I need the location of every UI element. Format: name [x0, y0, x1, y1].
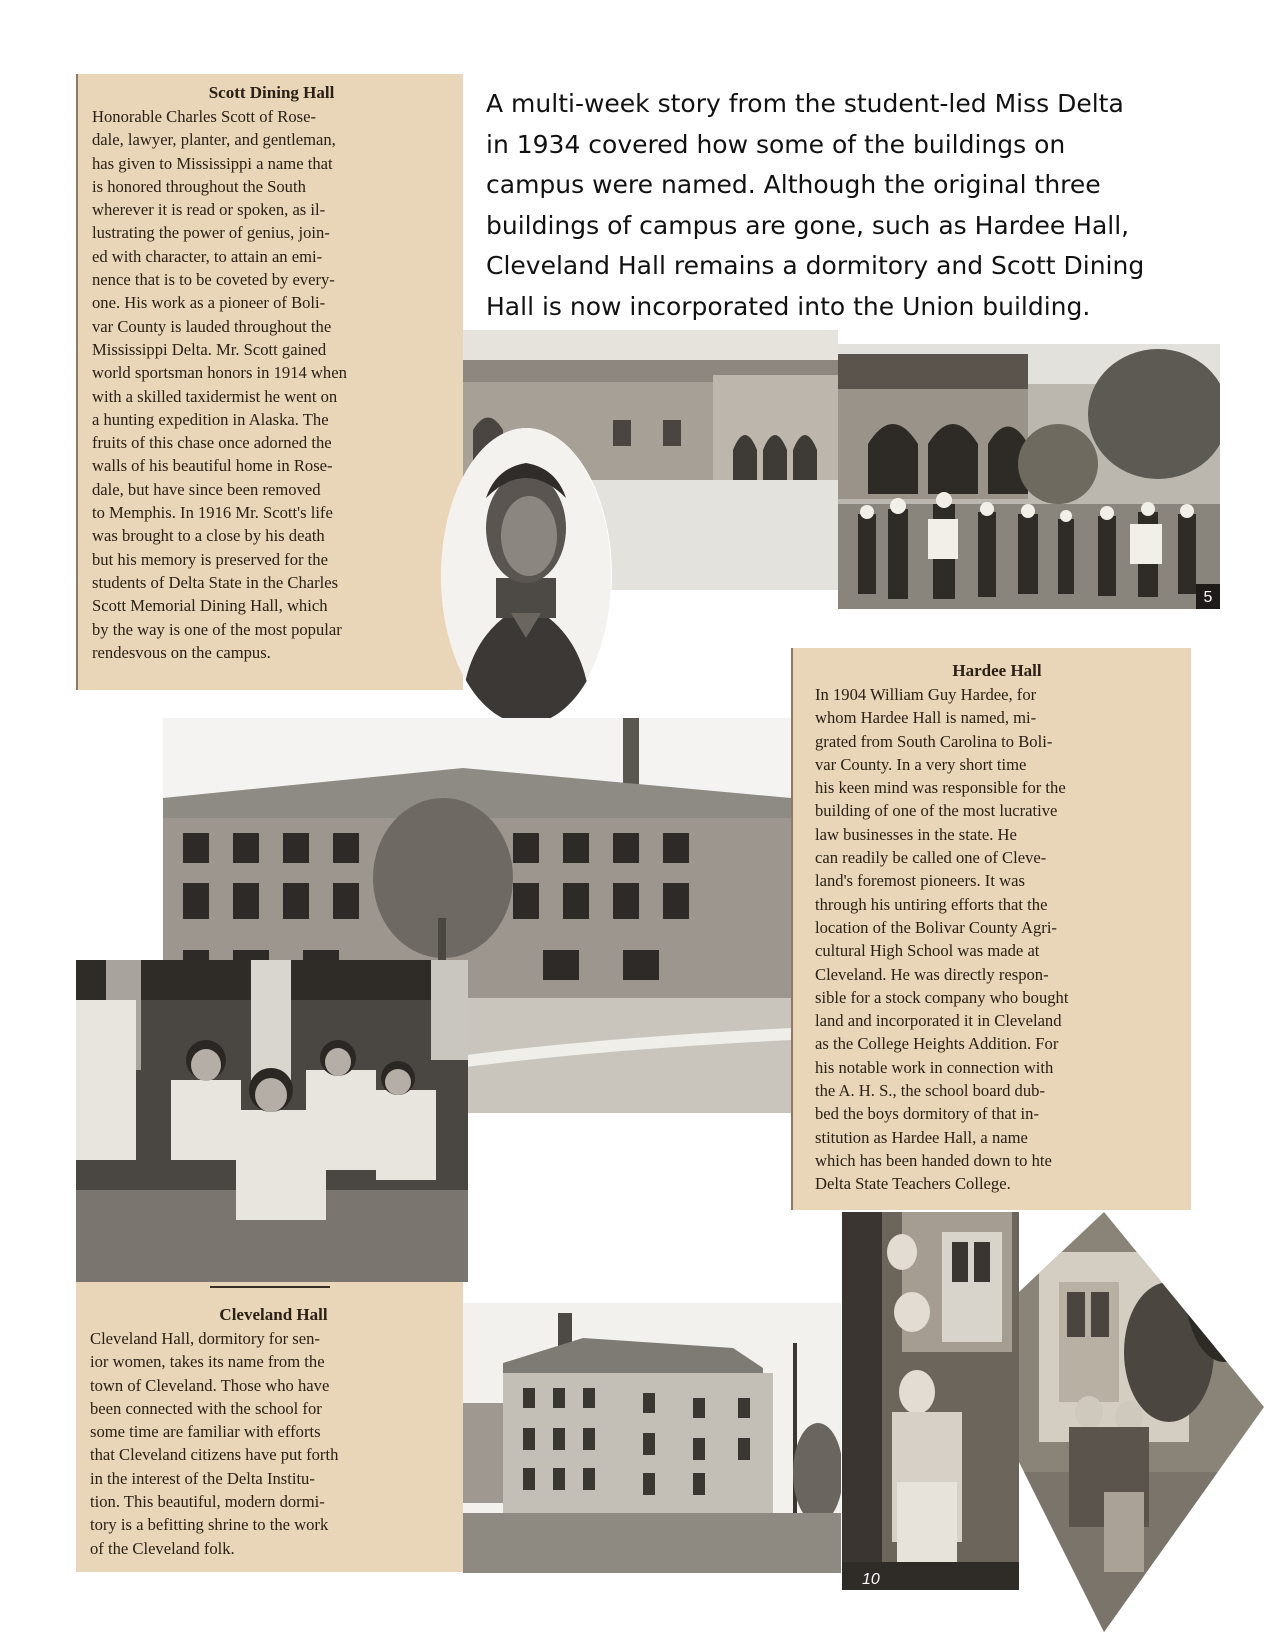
hardee-hall-clipping	[791, 648, 1191, 1210]
clipping-title: Hardee Hall	[952, 661, 1042, 680]
clipping-rule	[210, 1286, 330, 1288]
cleveland-hall-clipping	[76, 1282, 463, 1572]
crowd-photo-number: 5	[1203, 589, 1213, 606]
intro-paragraph: A multi-week story from the student-led Miss Delta in 1934 covered how some of the buildings on campus were named. Although the original three buildings of campus are gone, such as Hardee Hall, Cleveland Hall remains a dormitory and Scott Dining Hall is now incorporated into the Union building.	[486, 89, 1145, 321]
women-photo-number: 10	[862, 1571, 880, 1588]
women-on-steps-photo	[842, 1212, 1019, 1590]
cleveland-hall-building-photo	[463, 1303, 841, 1573]
crowd-at-dining-hall-photo	[838, 344, 1220, 609]
clipping-body: Honorable Charles Scott of Rose- dale, lawyer, planter, and gentleman, has given to Mississippi a name that is honored throughout the South wherever it is read or spoken, as il- lustrating the power of genius, join- ed with character, to attain an emi- nence that is to be coveted by every- one. His work as a pioneer of Boli- var County is lauded throughout the Mississippi Delta. Mr. Scott gained world sportsman honors in 1914 when with a skilled taxidermist he went on a hunting expedition in Alaska. The fruits of this chase once adorned the walls of his beautiful home in Rose- dale, but have since been removed to Memphis. In 1916 Mr. Scott's life was brought to a close by his death but his memory is preserved for the students of Delta State in the Charles Scott Memorial Dining Hall, which by the way is one of the most popular rendesvous on the campus.	[92, 107, 347, 662]
clipping-body: Cleveland Hall, dormitory for sen- ior women, takes its name from the town of Cleveland. Those who have been connected with the school for some time are familiar with efforts that Cleveland citizens have put forth in the interest of the Delta Institu- tion. This beautiful, modern dormi- tory is a befitting shrine to the work of the Cleveland folk.	[90, 1329, 339, 1558]
clipping-title: Scott Dining Hall	[208, 83, 335, 102]
two-women-diamond-photo	[1019, 1212, 1264, 1632]
clipping-body: In 1904 William Guy Hardee, for whom Hardee Hall is named, mi- grated from South Carolina to Boli- var County. In a very short time his keen mind was responsible for the building of one of the most lucrative law businesses in the state. He can readily be called one of Cleve- land's foremost pioneers. It was through his untiring efforts that the location of the Bolivar County Agri- cultural High School was made at Cleveland. He was directly respon- sible for a stock company who bought land and incorporated it in Cleveland as the College Heights Addition. For his notable work in connection with the A. H. S., the school board dub- bed the boys dormitory of that in- stitution as Hardee Hall, a name which has been handed down to hte Delta State Teachers College.	[815, 685, 1069, 1194]
clipping-title: Cleveland Hall	[219, 1305, 328, 1324]
charles-scott-bust-portrait	[441, 428, 612, 724]
students-on-steps-photo	[76, 960, 468, 1282]
scott-dining-hall-clipping	[76, 74, 463, 690]
